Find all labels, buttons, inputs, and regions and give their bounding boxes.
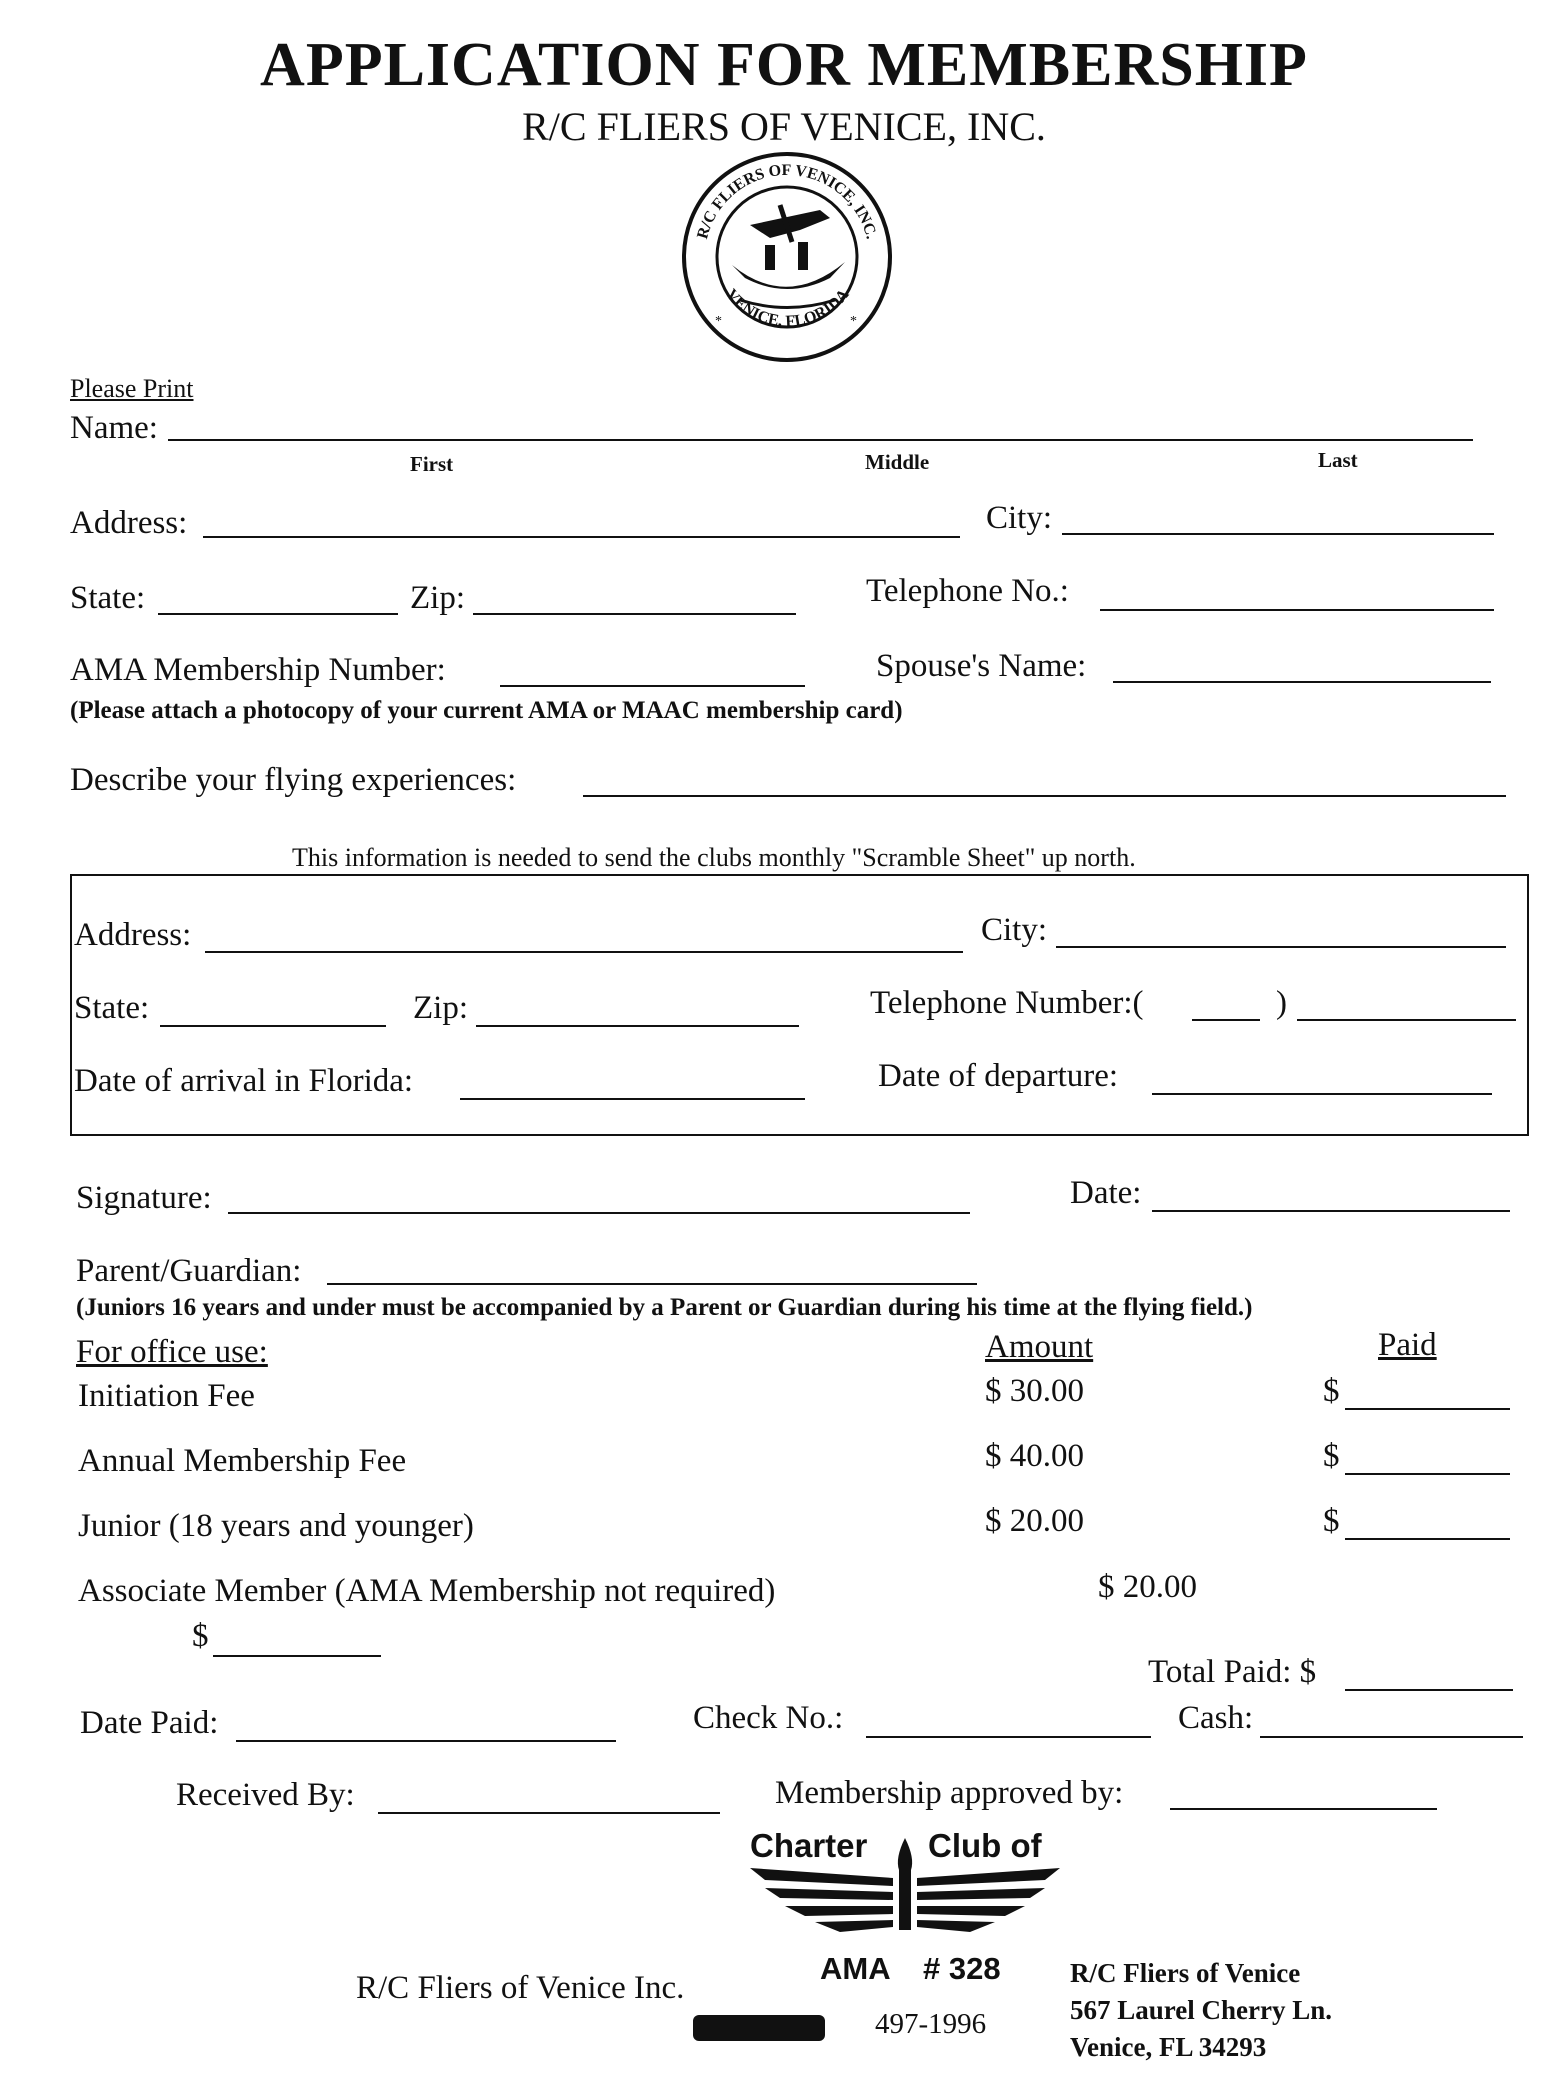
address-line-2: 567 Laurel Cherry Ln.: [1070, 1995, 1332, 2025]
right-wing-icon: [917, 1868, 1060, 1932]
state-field[interactable]: [158, 613, 398, 615]
ama-number-field[interactable]: [500, 685, 805, 687]
north-area-code-field[interactable]: [1192, 1019, 1260, 1021]
north-zip-label: Zip:: [413, 990, 468, 1026]
paid-currency-initiation: $: [1323, 1373, 1340, 1409]
state-label: State:: [70, 580, 146, 616]
flying-experience-field[interactable]: [583, 795, 1506, 797]
fee-label-initiation: Initiation Fee: [78, 1378, 255, 1414]
office-use-heading: For office use:: [76, 1334, 268, 1370]
charter-left-text: Charter: [750, 1827, 868, 1864]
ama-wings-logo: [745, 1830, 1065, 1940]
date-paid-label: Date Paid:: [80, 1705, 219, 1741]
guardian-field[interactable]: [327, 1283, 977, 1285]
signature-field[interactable]: [228, 1212, 970, 1214]
name-last-caption: Last: [1318, 448, 1358, 472]
north-telephone-field[interactable]: [1297, 1019, 1516, 1021]
seal-top-text: R/C FLIERS OF VENICE, INC.: [694, 161, 880, 241]
north-city-label: City:: [981, 912, 1048, 948]
fee-amount-associate: $ 20.00: [1098, 1569, 1197, 1605]
total-paid-label: Total Paid: $: [1148, 1654, 1317, 1690]
telephone-field[interactable]: [1100, 609, 1494, 611]
date-paid-field[interactable]: [236, 1740, 616, 1742]
signature-date-field[interactable]: [1152, 1210, 1510, 1212]
north-zip-field[interactable]: [476, 1025, 799, 1027]
paid-column-header: Paid: [1378, 1327, 1437, 1363]
juniors-note: (Juniors 16 years and under must be accompanied by a Parent or Guardian during his time at the flying field.): [76, 1294, 1253, 1321]
arrival-date-label: Date of arrival in Florida:: [74, 1063, 414, 1099]
fee-label-junior: Junior (18 years and younger): [78, 1508, 474, 1544]
zip-field[interactable]: [473, 613, 796, 615]
north-address-field[interactable]: [205, 951, 963, 953]
north-telephone-label: Telephone Number:(: [870, 985, 1144, 1021]
fee-amount-annual: $ 40.00: [985, 1438, 1084, 1474]
address-field[interactable]: [203, 536, 960, 538]
arrival-date-field[interactable]: [460, 1098, 805, 1100]
fee-amount-junior: $ 20.00: [985, 1503, 1084, 1539]
charter-right-text: Club of: [928, 1827, 1042, 1864]
paid-currency-associate: $: [192, 1618, 209, 1654]
zip-label: Zip:: [410, 580, 465, 616]
departure-date-field[interactable]: [1152, 1093, 1492, 1095]
received-by-label: Received By:: [176, 1777, 355, 1813]
paid-field-annual[interactable]: [1345, 1473, 1510, 1475]
north-state-field[interactable]: [160, 1025, 386, 1027]
north-address-label: Address:: [74, 917, 192, 953]
left-wing-icon: [750, 1868, 893, 1932]
cash-label: Cash:: [1178, 1700, 1254, 1736]
signature-date-label: Date:: [1070, 1175, 1142, 1211]
page-title: APPLICATION FOR MEMBERSHIP: [260, 31, 1308, 99]
address-line-1: R/C Fliers of Venice: [1070, 1958, 1301, 1988]
amount-column-header: Amount: [985, 1329, 1094, 1365]
paid-field-junior[interactable]: [1345, 1538, 1510, 1540]
north-info-note: This information is needed to send the clubs monthly "Scramble Sheet" up north.: [292, 843, 1136, 872]
signature-label: Signature:: [76, 1180, 212, 1216]
club-seal: [680, 150, 895, 365]
total-paid-field[interactable]: [1345, 1689, 1513, 1691]
redacted-block: [693, 2015, 825, 2041]
page-subtitle: R/C FLIERS OF VENICE, INC.: [522, 104, 1046, 149]
address-label: Address:: [70, 505, 188, 541]
received-by-field[interactable]: [378, 1812, 720, 1814]
address-line-3: Venice, FL 34293: [1070, 2032, 1267, 2062]
airplane-icon: [750, 205, 830, 242]
city-field[interactable]: [1062, 533, 1494, 535]
check-number-field[interactable]: [866, 1736, 1151, 1738]
ama-text: AMA: [820, 1951, 891, 1986]
svg-text:*: *: [715, 314, 722, 329]
club-number: # 328: [923, 1951, 1001, 1986]
north-city-field[interactable]: [1056, 946, 1506, 948]
club-name-text: R/C Fliers of Venice Inc.: [356, 1970, 685, 2006]
paid-currency-junior: $: [1323, 1503, 1340, 1539]
approved-by-field[interactable]: [1170, 1808, 1437, 1810]
departure-date-label: Date of departure:: [878, 1058, 1119, 1094]
seal-bottom-text: VENICE, FLORIDA: [722, 286, 853, 331]
boat-icon: [732, 242, 845, 308]
fee-label-annual: Annual Membership Fee: [78, 1443, 407, 1479]
ama-number-label: AMA Membership Number:: [70, 652, 446, 688]
telephone-label: Telephone No.:: [866, 573, 1069, 609]
name-label: Name:: [70, 410, 158, 446]
guardian-label: Parent/Guardian:: [76, 1253, 302, 1289]
name-middle-caption: Middle: [865, 450, 930, 474]
cash-field[interactable]: [1260, 1736, 1523, 1738]
phone-suffix: 497-1996: [875, 2008, 987, 2040]
ama-note: (Please attach a photocopy of your current AMA or MAAC membership card): [70, 697, 903, 724]
approved-by-label: Membership approved by:: [775, 1775, 1124, 1811]
paid-currency-annual: $: [1323, 1438, 1340, 1474]
north-state-label: State:: [74, 990, 150, 1026]
paid-field-initiation[interactable]: [1345, 1408, 1510, 1410]
north-telephone-close: ): [1276, 985, 1287, 1021]
spouse-name-label: Spouse's Name:: [876, 648, 1087, 684]
check-number-label: Check No.:: [693, 1700, 844, 1736]
paid-field-associate[interactable]: [213, 1655, 381, 1657]
city-label: City:: [986, 500, 1053, 536]
svg-text:*: *: [850, 314, 857, 329]
torch-icon: [898, 1838, 912, 1930]
please-print-label: Please Print: [70, 374, 194, 403]
flying-experience-label: Describe your flying experiences:: [70, 762, 517, 798]
name-field[interactable]: [168, 439, 1473, 441]
name-first-caption: First: [410, 452, 454, 476]
fee-label-associate: Associate Member (AMA Membership not required): [78, 1573, 776, 1609]
fee-amount-initiation: $ 30.00: [985, 1373, 1084, 1409]
spouse-name-field[interactable]: [1113, 681, 1491, 683]
